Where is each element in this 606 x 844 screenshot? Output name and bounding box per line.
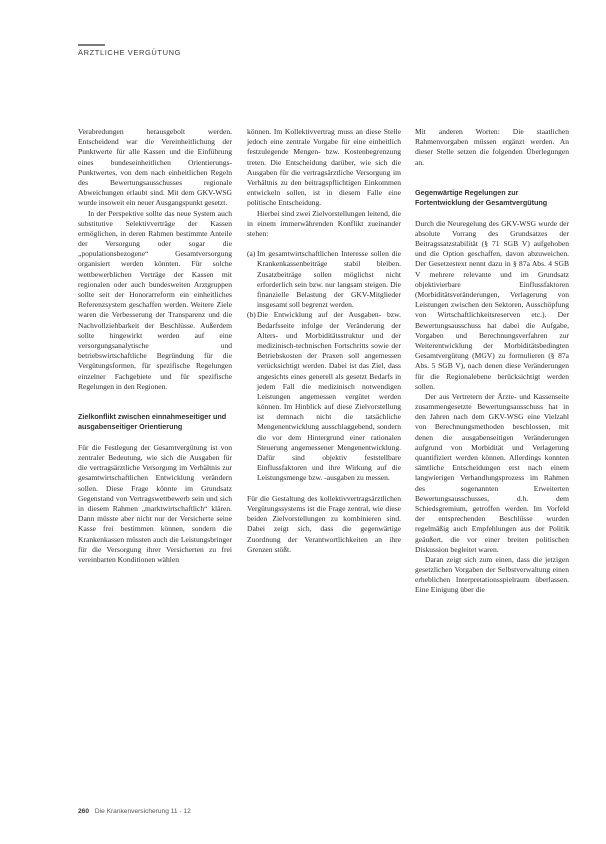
paragraph: können. Im Kollektivvertrag muss an diese Stelle jedoch eine zentrale Vorgabe für eine einheitlich festzulegende Mengen- bzw. Kostenbegrenzung treten. Die Entscheidung darüber, wie sich die Ausgaben für die vertragsärztliche Versorgung im Verhältnis zu den beitragspflichtigen Einkommen entwickeln sollen, ist in diesem Falle eine politische Entscheidung.	[247, 127, 401, 208]
paragraph: Durch die Neuregelung des GKV-WSG wurde der absolute Vorrang des Grundsatzes der Beitragssatzstabilität (§ 71 SGB V) aufgehoben und die Option geschaffen, davon abzuweichen. Der Gesetzestext nennt dazu in § 87a Abs. 4 SGB V mehrere relevante und im Grundsatz objektivierbare Einflussfaktoren (Morbiditätsveränderungen, Verlagerung von Leistungen zwischen den Sektoren, Ausschöpfung von Wirtschaftlichkeitsreserven etc.). Der Bewertungsausschuss hat dabei die Aufgabe, Vorgaben und Berechnungsverfahren zur Weiterentwicklung der Morbiditätsbedingten Gesamtvergütung (MGV) zu formulieren (§ 87a Abs. 5 SGB V), nach denen diese Veränderungen für die Regionalebene berücksichtigt werden sollen.	[415, 218, 569, 391]
column-3	[415, 127, 569, 596]
paragraph: Hierbei sind zwei Zielvorstellungen leitend, die in einem immerwährenden Konflikt zueinander stehen:	[247, 208, 401, 238]
paragraph: Für die Festlegung der Gesamtvergütung ist von zentraler Bedeutung, wie sich die Ausgaben für die vertragsärztliche Versorgung im Verhältnis zur gesamtwirtschaftlichen Entwicklung verändern sollen. Diese Frage könnte im Grundsatz Gegenstand von Vertragswettbewerb sein und sich in diesem Rahmen „marktwirtschaftlich“ klären. Dann müsste aber nicht nur der Versicherte seine Kasse frei bestimmen können, sondern die Krankenkassen müssten auch die Leistungsbringer für die Versorgung ihrer Versicherten zu frei vereinbarten Konditionen wählen	[78, 442, 232, 564]
list-text: Im gesamtwirtschaftlichen Interesse sollen die Krankenkassenbeiträge stabil bleiben. Zusatzbeiträge sollen möglichst nicht erforderlich sein bzw. nur langsam steigen. Die finanzielle Belastung der GKV-Mitglieder insgesamt soll begrenzt werden.	[257, 249, 401, 310]
journal-name: Die Krankenversicherung 11 · 12	[94, 808, 191, 815]
paragraph: In der Perspektive sollte das neue System auch substitutive Selektivverträge der Kassen ermöglichen, in deren Rahmen bestimmte Anteile der Versorgung oder sogar die „populationsbezogene“ Gesamtversorgung organisiert werden könnten. Für solche wettbewerblichen Verträge der Kassen mit regionalen oder auch bundesweiten Arztgruppen sollte seit der Honorarreform ein einheitliches Referenzsystem geschaffen werden. Weitere Ziele waren die Verbesserung der Transparenz und die Nachvollziehbarkeit der Beschlüsse. Außerdem sollte hingewirkt werden auf eine versorgungsanalytische und betriebswirtschaftliche Begründung für die Vergütungsformen, für spezifische Regelungen einzelner Fachgebiete und für spezifische Regelungen in den Regionen.	[78, 208, 232, 391]
column-2	[247, 127, 401, 555]
paragraph: Daran zeigt sich zum einen, dass die jetzigen gesetzlichen Vorgaben der Selbstverwaltung einen erheblichen Interpretationsspielraum überlassen. Eine Einigung über die	[415, 554, 569, 595]
list-text: Die Entwicklung auf der Ausgaben- bzw. Bedarfsseite infolge der Veränderung der Alters- und Morbiditätsstruktur und der medizinisch-technischen Fortschritts sowie der Betriebskosten der Praxen soll angemessen verücksichtigt werden. Dabei ist das Ziel, dass angesichts eines generell als gesetzt Bedarfs in jedem Fall die medizinisch notwendigen Leistungen angemessen vergütet werden können. Im Hinblick auf diese Zielvorstellung ist demnach nicht die tatsächliche Mengenentwicklung ausschlaggebend, sondern die vor dem Hintergrund einer rationalen Steuerung angemessener Mengenentwicklung. Dafür sind objektiv feststellbare Einflussfaktoren und ihre Wirkung auf die Leistungsmenge bzw. -ausgaben zu messen.	[257, 310, 401, 483]
column-1	[78, 127, 232, 565]
paragraph: Verabredungen herausgebolt werden. Entscheidend war die Vereinheitlichung der Punktwerte für alle Kassen und die Einführung eines bundeseinheitlichen Orientierungs-Punktwertes, von dem nach einheitlichen Regeln des Bewertungsausschusses regionale Abweichungen erlaubt sind. Mit dem GKV-WSG wurde insoweit ein neuer Ausgangspunkt gesetzt.	[78, 127, 232, 208]
list-label: (b)	[247, 310, 256, 320]
subheading: Zielkonflikt zwischen einnahmeseitiger und ausgabenseitiger Orientierung	[78, 412, 227, 432]
paragraph: Der aus Vertretern der Ärzte- und Kassenseite zusammengesetzte Bewertungsausschuss hat in den Jahren nach dem GKV-WSG eine Vielzahl von Berechnungsmethoden beschlossen, mit denen die ausgabenseitigen Veränderungen aufgrund von Morbidität und Verlagerung quantifiziert werden können. Allerdings konnten sämtliche Entscheidungen erst nach einem langwierigen Verhandlungsprozess im Rahmen des sogenannten Erweiterten Bewertungsausschusses, d.h. dem Schiedsgremium, getroffen werden. Im Vorfeld der entsprechenden Beschlüsse wurden regelmäßig auch Empfehlungen aus der Politik geäußert, die vor einer breiten politischen Diskussion begleitet waren.	[415, 391, 569, 554]
subheading: Gegenwärtige Regelungen zur Fortentwicklung der Gesamtvergütung	[415, 188, 548, 208]
list-item	[247, 310, 401, 483]
list-label: (a)	[247, 249, 256, 259]
list-item	[247, 249, 401, 310]
paragraph: Mit anderen Worten: Die staatlichen Rahmenvorgaben müssen ergänzt werden. An dieser Stelle setzen die folgenden Überlegungen an.	[415, 127, 569, 167]
section-header: ÄRZTLICHE VERGÜTUNG	[78, 48, 182, 57]
paragraph: Für die Gestaltung des kollektivvertragsärztlichen Vergütungssystems ist die Frage zentral, wie diese beiden Zielvorstellungen zu kombinieren sind. Dabei zeigt sich, dass die gegenwärtige Zuordnung der Verantwortlichkeiten an ihre Grenzen stößt.	[247, 493, 401, 554]
page-number: 260	[78, 808, 90, 815]
header-rule	[78, 44, 105, 46]
page-footer	[78, 808, 191, 815]
